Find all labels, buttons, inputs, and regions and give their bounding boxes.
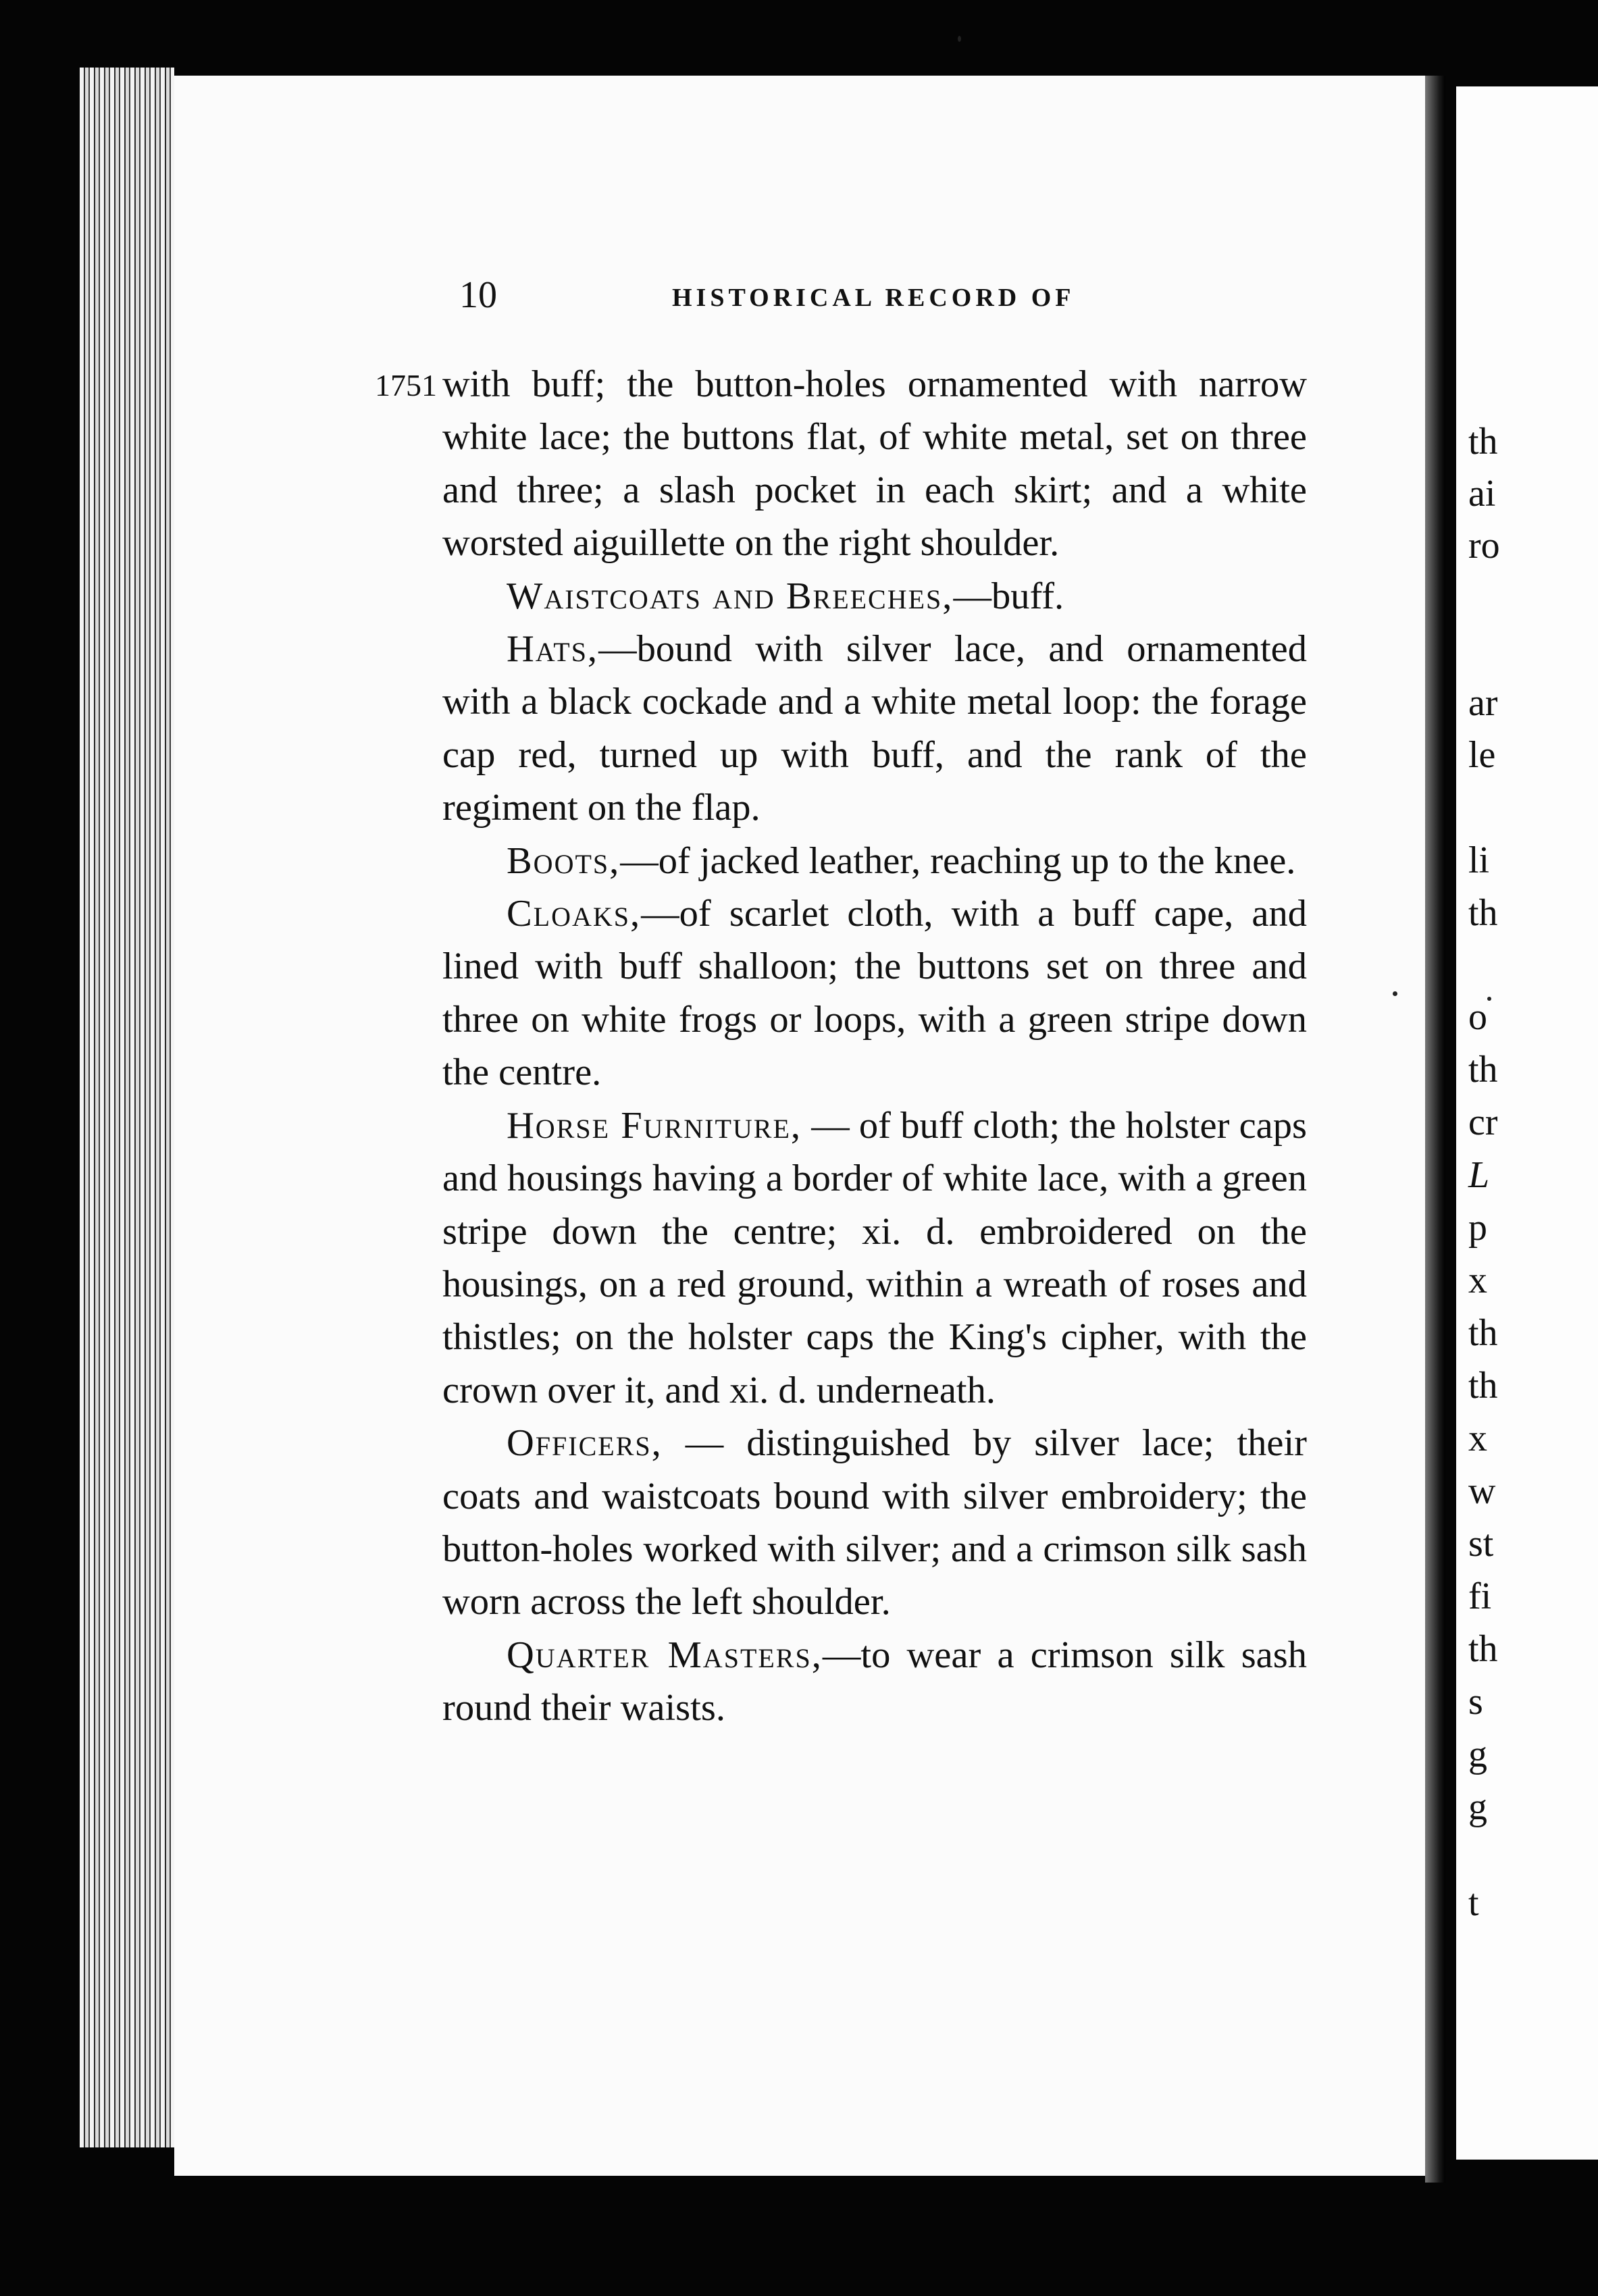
facing-page-fragment: cr: [1468, 1101, 1498, 1143]
facing-page-fragment: le: [1468, 734, 1496, 776]
margin-year: 1751: [375, 368, 437, 402]
paragraph-heading: Boots,: [507, 839, 621, 882]
facing-page-fragment: x: [1468, 1417, 1487, 1459]
facing-page-fragment: L: [1468, 1154, 1490, 1196]
paragraph-text: —to wear a crimson silk sash round their waists.: [442, 1634, 1307, 1729]
gutter-shadow: [1425, 76, 1445, 2183]
facing-page-fragment: p: [1468, 1207, 1487, 1249]
paragraph-heading: Quarter Masters,: [507, 1634, 823, 1676]
paragraph: [442, 835, 1307, 887]
running-head: [459, 273, 1310, 321]
facing-page-fragment: x: [1468, 1259, 1487, 1301]
paragraph: [442, 1099, 1307, 1417]
facing-page-fragment: o: [1468, 996, 1487, 1038]
paragraph-text: with buff; the button-holes ornamented with narrow white lace; the buttons flat, of white metal, set on three and three; a slash pocket in each skirt; and a white worsted aiguillette on the right shoulder.: [442, 363, 1307, 565]
facing-page-fragment: ar: [1468, 682, 1498, 724]
facing-page: [1456, 86, 1598, 2160]
paragraph-text: — of buff cloth; the holster caps and housings having a border of white lace, with a green stripe down the centre; xi. d. embroidered on the housings, on a red ground, within a wreath of roses and thistles; on the holster caps the King's cipher, with the crown over it, and xi. d. underneath.: [442, 1104, 1307, 1411]
paragraph-text: — distinguished by silver lace; their coats and waistcoats bound with silver embroidery; the button-holes worked with silver; and a crimson silk sash worn across the left shoulder.: [442, 1422, 1307, 1623]
paragraph-heading: Horse Furniture,: [507, 1104, 802, 1147]
paragraph: [442, 623, 1307, 835]
facing-page-fragment: fi: [1468, 1575, 1492, 1617]
facing-page-fragment: th: [1468, 1049, 1498, 1091]
paragraph-text: —buff.: [953, 575, 1064, 617]
facing-page-fragment: th: [1468, 1628, 1498, 1670]
page-number: 10: [459, 274, 497, 316]
paragraph-text: —bound with silver lace, and ornamented with a black cockade and a white metal loop: the forage cap red, turned up with buff, and the rank of the regiment on the flap.: [442, 628, 1307, 829]
facing-page-fragments: [1456, 86, 1598, 2160]
facing-page-fragment: ro: [1468, 525, 1500, 567]
facing-page-fragment: ai: [1468, 473, 1496, 515]
page-edges: [80, 68, 174, 2147]
facing-page-fragment: s: [1468, 1681, 1483, 1723]
paragraph-heading: Hats,: [507, 628, 599, 671]
body-text: [442, 358, 1307, 1735]
paragraph: [442, 1417, 1307, 1629]
facing-page-fragment: st: [1468, 1523, 1494, 1565]
facing-page-fragment: th: [1468, 892, 1498, 934]
paragraph-heading: Waistcoats and Breeches,: [507, 575, 954, 617]
facing-page-fragment: g: [1468, 1786, 1487, 1828]
ink-speck: [1487, 997, 1491, 1001]
ink-speck: [958, 36, 961, 42]
facing-page-fragment: th: [1468, 1312, 1498, 1354]
facing-page-fragment: w: [1468, 1470, 1496, 1512]
paragraph-heading: Cloaks,: [507, 893, 642, 935]
paragraph: [442, 358, 1307, 570]
paragraph: [442, 570, 1307, 623]
paragraph-heading: Officers,: [507, 1422, 663, 1465]
paragraph: [442, 1629, 1307, 1735]
facing-page-fragment: g: [1468, 1733, 1487, 1775]
facing-page-fragment: th: [1468, 1365, 1498, 1407]
facing-page-fragment: li: [1468, 839, 1490, 881]
facing-page-fragment: th: [1468, 421, 1498, 463]
ink-speck: [1393, 991, 1397, 996]
facing-page-fragment: t: [1468, 1882, 1479, 1924]
running-title: HISTORICAL RECORD OF: [672, 284, 1075, 312]
paragraph-text: —of jacked leather, reaching up to the knee.: [620, 839, 1296, 882]
paragraph-text: —of scarlet cloth, with a buff cape, and lined with buff shalloon; the buttons set on three and three on white frogs or loops, with a green stripe down the centre.: [442, 893, 1307, 1094]
paragraph: [442, 887, 1307, 1099]
